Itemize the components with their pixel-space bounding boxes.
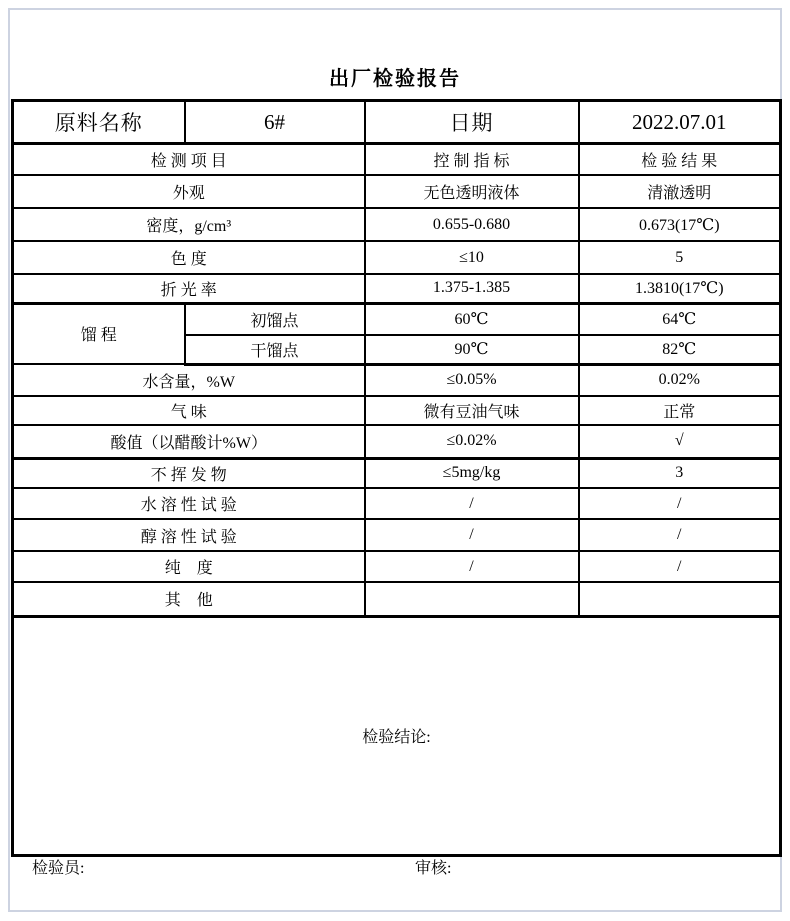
column-header-spec: 控 制 指 标: [365, 144, 579, 176]
table-row-water-solubility: [13, 488, 781, 519]
sub-item-label-cell: 干馏点: [185, 335, 365, 364]
item-label-cell: 色 度: [13, 241, 365, 274]
item-label-cell: 醇 溶 性 试 验: [13, 519, 365, 551]
table-row-refraction: [13, 274, 781, 303]
result-cell: /: [579, 488, 781, 519]
table-header-row: [13, 101, 781, 144]
result-cell: 清澈透明: [579, 175, 781, 208]
result-cell: √: [579, 425, 781, 458]
conclusion-label: 检验结论:: [13, 616, 781, 855]
table-row-other: [13, 582, 781, 616]
item-label-cell: 不 挥 发 物: [13, 458, 365, 488]
item-label-cell: 折 光 率: [13, 274, 365, 303]
distillation-group-label: 馏 程: [13, 303, 185, 364]
result-cell: 1.3810(17℃): [579, 274, 781, 303]
date-label: 日期: [365, 101, 579, 144]
spec-cell: 60℃: [365, 303, 579, 335]
spec-cell: 无色透明液体: [365, 175, 579, 208]
item-label-cell: 气 味: [13, 396, 365, 425]
result-cell: 82℃: [579, 335, 781, 364]
result-cell: /: [579, 551, 781, 582]
table-row-density: [13, 208, 781, 241]
result-cell: 0.02%: [579, 364, 781, 396]
table-row-odor: [13, 396, 781, 425]
inspection-table: [11, 99, 782, 857]
result-cell: 0.673(17℃): [579, 208, 781, 241]
report-page: [8, 8, 782, 912]
page-title: 出厂检验报告: [329, 68, 461, 90]
spec-cell: 微有豆油气味: [365, 396, 579, 425]
item-label-cell: 其 他: [13, 582, 365, 616]
result-cell: 3: [579, 458, 781, 488]
spec-cell: /: [365, 488, 579, 519]
spec-cell: ≤10: [365, 241, 579, 274]
spec-cell: /: [365, 551, 579, 582]
table-row-purity: [13, 551, 781, 582]
spec-cell: [365, 582, 579, 616]
date-value: 2022.07.01: [579, 101, 781, 144]
spec-cell: 90℃: [365, 335, 579, 364]
inspector-label: 检验员:: [32, 859, 85, 877]
signature-footer: [10, 857, 780, 881]
table-row-color: [13, 241, 781, 274]
item-label-cell: 水 溶 性 试 验: [13, 488, 365, 519]
material-name-value: 6#: [185, 101, 365, 144]
result-cell: /: [579, 519, 781, 551]
result-cell: 正常: [579, 396, 781, 425]
result-cell: 5: [579, 241, 781, 274]
item-label-cell: 水含量，%W: [13, 364, 365, 396]
sub-item-label-cell: 初馏点: [185, 303, 365, 335]
material-name-label: 原料名称: [13, 101, 185, 144]
spec-cell: 1.375-1.385: [365, 274, 579, 303]
spec-cell: /: [365, 519, 579, 551]
result-cell: 64℃: [579, 303, 781, 335]
reviewer-label: 审核:: [415, 859, 452, 877]
item-label-cell: 外观: [13, 175, 365, 208]
table-row-alcohol-solubility: [13, 519, 781, 551]
spec-cell: ≤5mg/kg: [365, 458, 579, 488]
table-row-appearance: [13, 175, 781, 208]
conclusion-row: [13, 616, 781, 855]
column-header-row: [13, 144, 781, 176]
item-label-cell: 纯 度: [13, 551, 365, 582]
title-area: [10, 10, 780, 99]
table-row-nonvolatile: [13, 458, 781, 488]
item-label-cell: 酸值（以醋酸计%W）: [13, 425, 365, 458]
result-cell: [579, 582, 781, 616]
table-row-water-content: [13, 364, 781, 396]
table-row-distillation-initial: [13, 303, 781, 335]
spec-cell: ≤0.05%: [365, 364, 579, 396]
spec-cell: ≤0.02%: [365, 425, 579, 458]
column-header-item: 检 测 项 目: [13, 144, 365, 176]
column-header-result: 检 验 结 果: [579, 144, 781, 176]
spec-cell: 0.655-0.680: [365, 208, 579, 241]
table-row-acid-value: [13, 425, 781, 458]
item-label-cell: 密度，g/cm³: [13, 208, 365, 241]
